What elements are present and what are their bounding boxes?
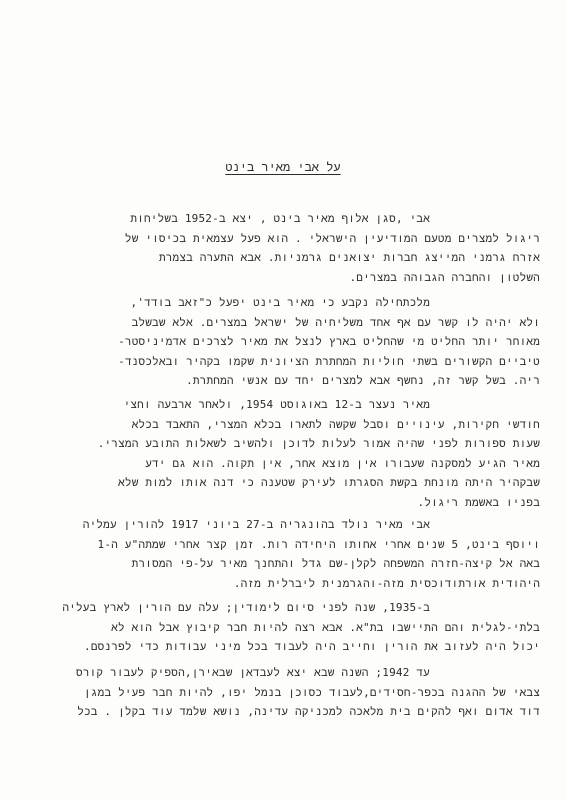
paragraph-line: ריה. בשל קשר זה, נחשף אבא למצרים יחד עם אנשי המחתרת.	[186, 374, 540, 388]
paragraph-line: אזרח גרמני המייצג חברות יצואנים גרמניות. אבא התערה בצמרת	[158, 251, 540, 265]
paragraph-4	[42, 515, 540, 593]
paragraph-line: ויוסף בינט, 5 שנים אחרי אחותו היחידה רות. זמן קצר אחרי שמתה"ע ה-1	[97, 537, 540, 551]
paragraph-line: חודשי חקירות, עינויים וסבל שקשה לתארו בכלא המצרי, התאבד בכלא	[131, 417, 540, 431]
paragraph-line: צבאי של ההגנה בכפר-חסידים,לעבוד כסוכן בנמל יפו, להיות חבר פעיל במגן	[84, 685, 540, 699]
paragraph-line: בלתי-לגלית והם התיישבו בת"א. אבא רצה להיות חבר קיבוץ אבל הוא לא	[111, 620, 540, 634]
paragraph-line: עד 1942; השנה שבא יצא לעבדאן שבאירן,הספיק לעבור קורס	[76, 666, 430, 679]
paragraph-line: אבי ,סגן אלוף מאיר בינט , יצא ב-1952 בשליחות	[130, 212, 430, 225]
paragraph-line: טיביים הקשורים בשתי חוליות המחתרת הציונית שקמו בקהיר ובאלכסנד-	[118, 354, 540, 368]
paragraph-5	[42, 598, 540, 657]
paragraph-line: שבקהיר היתה מונחת בקשת הסגרתו לעירק שטענה כי דנה אותו למות שלא	[118, 476, 540, 490]
paragraph-line: ב-1935, שנה לפני סיום לימודין; עלה עם הורין לארץ בעליה	[62, 601, 430, 614]
document-title	[0, 160, 566, 175]
paragraph-line: מאיר נעצר ב-12 באוגוסט 1954, ולאחר ארבעה וחצי	[123, 398, 430, 411]
paragraph-line: מלכתחילה נקבע כי מאיר בינט יפעל כ"זאב בודד',	[130, 296, 430, 309]
paragraph-line: היהודית אורתודוכסית מזה-והגרמנית ליברלית מזה.	[233, 576, 540, 590]
paragraph-line: השלטון והחברה הגבוהה במצרים.	[349, 270, 540, 284]
paragraph-line: ריגול למצרים מטעם המודיעין הישראלי . הוא פעל עצמאית בכיסוי של	[124, 231, 540, 245]
paragraph-line: באה אל קיצה-חזרה המשפחה לקלן-שם גדל והתחנך מאיר על-פי המסורת	[131, 557, 540, 571]
paragraph-line: דוד אדום ואף להקים בית מלאכה למכניקה עדינה, נושא שלמד עוד בקלן . בכל	[77, 705, 540, 719]
paragraph-3	[42, 395, 540, 513]
paragraph-line: שעות ספורות לפני שהיה אמור לעלות לדוכן ולהשיב לשאלות התובע המצרי.	[97, 437, 540, 451]
paragraph-line: אבי מאיר נולד בהונגריה ב-27 ביוני 1917 להורין עמליה	[82, 518, 430, 531]
paragraph-line: מאוחר יותר החליט מי שהחליט בארץ לנצל את מאיר לצרכים אדמיניסטר-	[118, 335, 540, 349]
paragraph-2	[42, 293, 540, 391]
paragraph-line: בפניו באשמת ריגול.	[417, 495, 540, 509]
paragraph-6	[42, 663, 540, 722]
document-title-text: על אבי מאיר בינט	[225, 160, 341, 174]
paragraph-1	[42, 209, 540, 287]
paragraph-line: מאיר הגיע למסקנה שעבורו אין מוצא אחר, אין תקוה. הוא גם ידע	[145, 456, 540, 470]
paragraph-line: יכול היה לעזוב את הורין וחייב היה לעבוד בכל מיני עבודות כדי לפרנסם.	[84, 640, 540, 654]
paragraph-line: ולא יהיה לו קשר עם אף אחד משליחיה של ישראל במצרים. אלא שבשלב	[131, 315, 540, 329]
